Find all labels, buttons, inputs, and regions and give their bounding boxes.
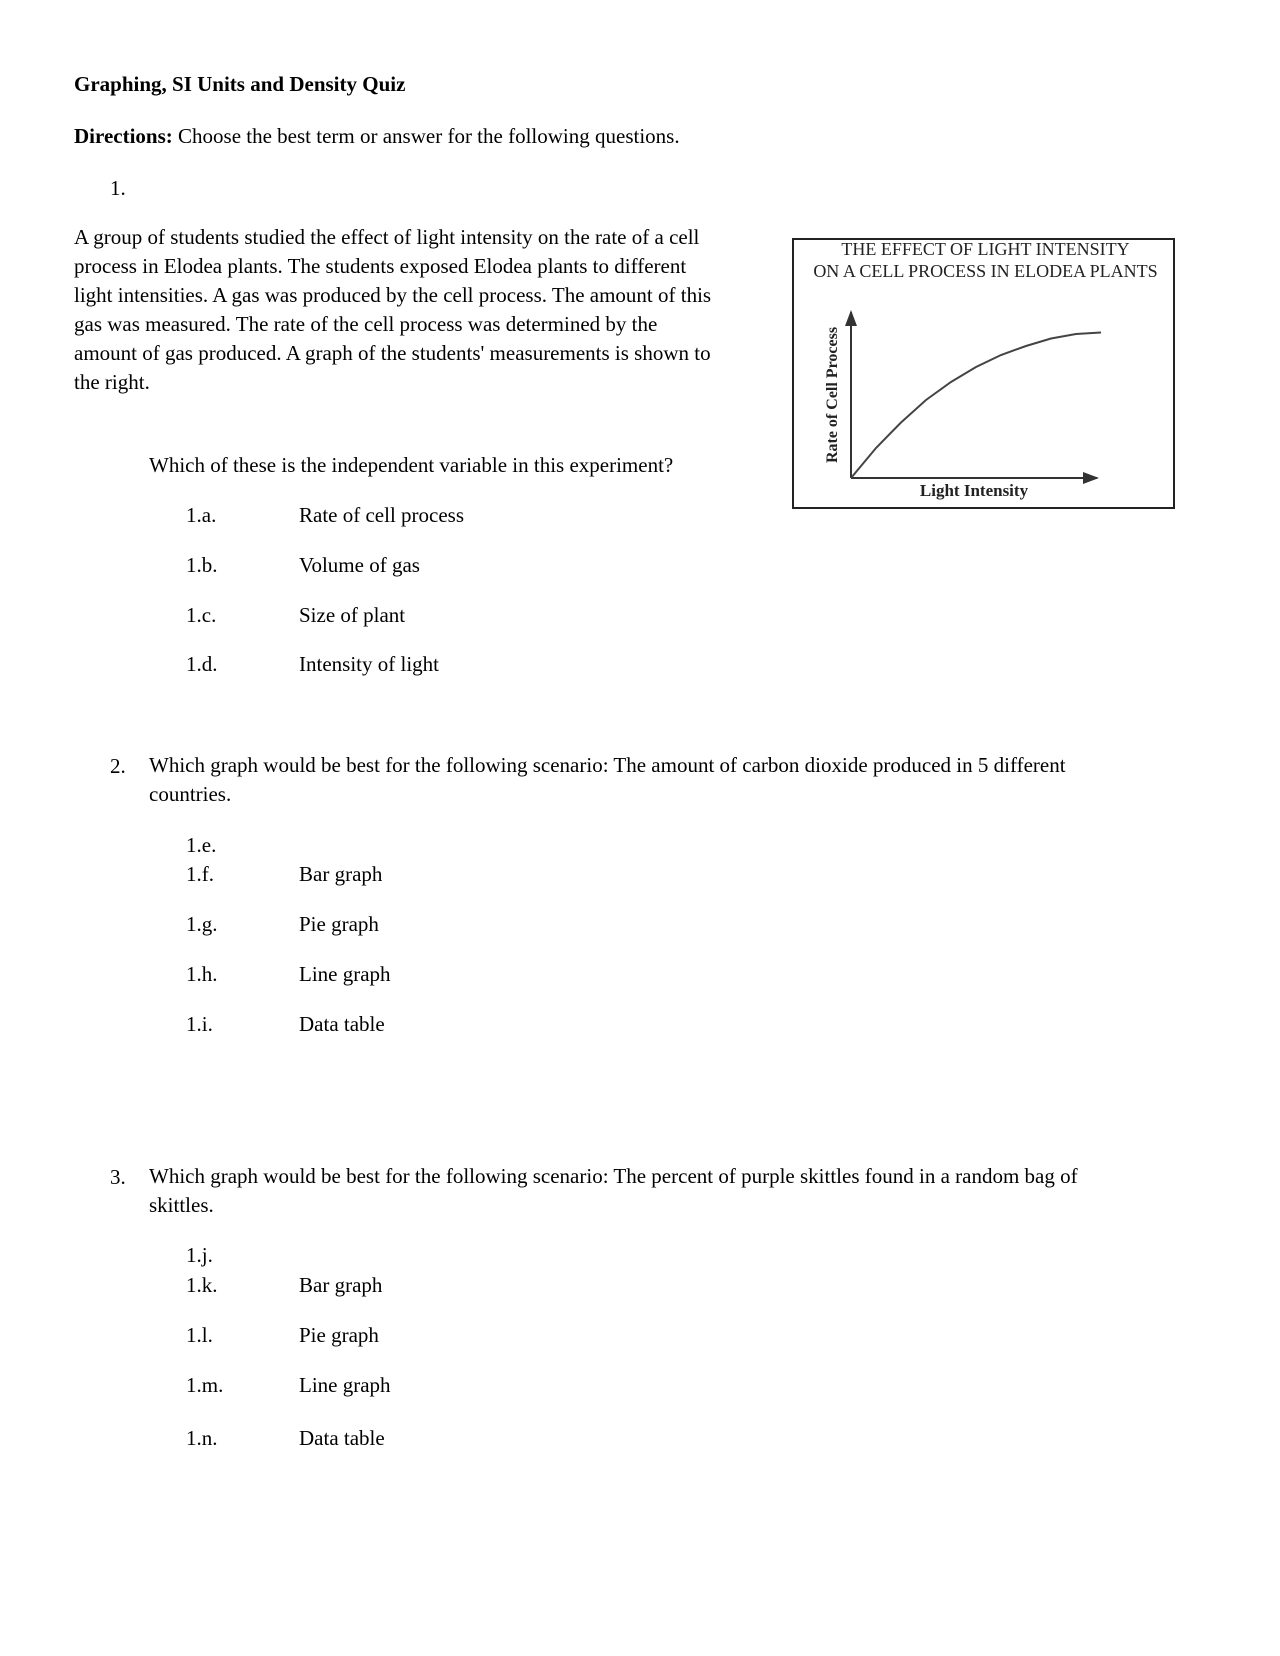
y-axis-label: Rate of Cell Process xyxy=(824,326,841,464)
x-axis-label: Light Intensity xyxy=(919,481,1029,500)
question-3-prompt xyxy=(149,1162,1179,1220)
question-2-prompt xyxy=(149,751,1179,809)
directions-label: Directions: xyxy=(74,124,173,148)
choice-text[interactable]: Rate of cell process xyxy=(299,503,465,527)
choice-text[interactable]: Line graph xyxy=(299,962,391,986)
choice-text[interactable]: Line graph xyxy=(299,1373,391,1397)
choice-letter: 1.i. xyxy=(186,1012,213,1036)
prompt-line: skittles. xyxy=(149,1193,214,1217)
page-title: Graphing, SI Units and Density Quiz xyxy=(74,72,406,96)
directions xyxy=(74,126,680,147)
choice-letter: 1.e. xyxy=(186,833,217,857)
choice-letter: 1.b. xyxy=(186,553,218,577)
choice-letter: 1.l. xyxy=(186,1323,213,1347)
passage-line: the right. xyxy=(74,370,150,394)
chart-plot xyxy=(794,240,1177,511)
choice-letter: 1.n. xyxy=(186,1426,218,1450)
series-line xyxy=(851,333,1101,479)
choice-letter: 1.h. xyxy=(186,962,218,986)
choice-text[interactable]: Size of plant xyxy=(299,603,406,627)
passage-line: gas was measured. The rate of the cell process was determined by the xyxy=(74,312,658,336)
passage-line: A group of students studied the effect of light intensity on the rate of a cell xyxy=(74,225,700,249)
prompt-line: Which graph would be best for the following scenario: The amount of carbon dioxide produced in 5 different xyxy=(149,753,1066,777)
choice-letter: 1.f. xyxy=(186,862,214,886)
choice-letter: 1.j. xyxy=(186,1243,213,1267)
light-intensity-chart xyxy=(792,238,1175,509)
choice-letter: 1.d. xyxy=(186,652,218,676)
passage-line: amount of gas produced. A graph of the students' measurements is shown to xyxy=(74,341,711,365)
chart-subtitle: ON A CELL PROCESS IN ELODEA PLANTS xyxy=(813,261,1158,281)
question-1-prompt: Which of these is the independent variable in this experiment? xyxy=(149,453,674,477)
prompt-line: Which graph would be best for the following scenario: The percent of purple skittles found in a random bag of xyxy=(149,1164,1078,1188)
choice-letter: 1.k. xyxy=(186,1273,218,1297)
choice-letter: 1.c. xyxy=(186,603,217,627)
choice-text[interactable]: Data table xyxy=(299,1426,385,1450)
choice-text[interactable]: Pie graph xyxy=(299,912,379,936)
question-1-number: 1. xyxy=(110,176,126,200)
question-3-number: 3. xyxy=(110,1165,126,1189)
choice-text[interactable]: Data table xyxy=(299,1012,385,1036)
choice-text[interactable]: Pie graph xyxy=(299,1323,379,1347)
choice-text[interactable]: Bar graph xyxy=(299,862,383,886)
passage-line: light intensities. A gas was produced by the cell process. The amount of this xyxy=(74,283,712,307)
question-1-passage xyxy=(74,223,774,397)
choice-letter: 1.m. xyxy=(186,1373,224,1397)
choice-text[interactable]: Bar graph xyxy=(299,1273,383,1297)
chart-title: THE EFFECT OF LIGHT INTENSITY xyxy=(841,239,1130,259)
choice-text[interactable]: Volume of gas xyxy=(299,553,420,577)
choice-text[interactable]: Intensity of light xyxy=(299,652,439,676)
choice-letter: 1.a. xyxy=(186,503,217,527)
prompt-line: countries. xyxy=(149,782,232,806)
directions-text: Choose the best term or answer for the following questions. xyxy=(172,124,680,148)
choice-letter: 1.g. xyxy=(186,912,218,936)
passage-line: process in Elodea plants. The students exposed Elodea plants to different xyxy=(74,254,687,278)
question-2-number: 2. xyxy=(110,754,126,778)
